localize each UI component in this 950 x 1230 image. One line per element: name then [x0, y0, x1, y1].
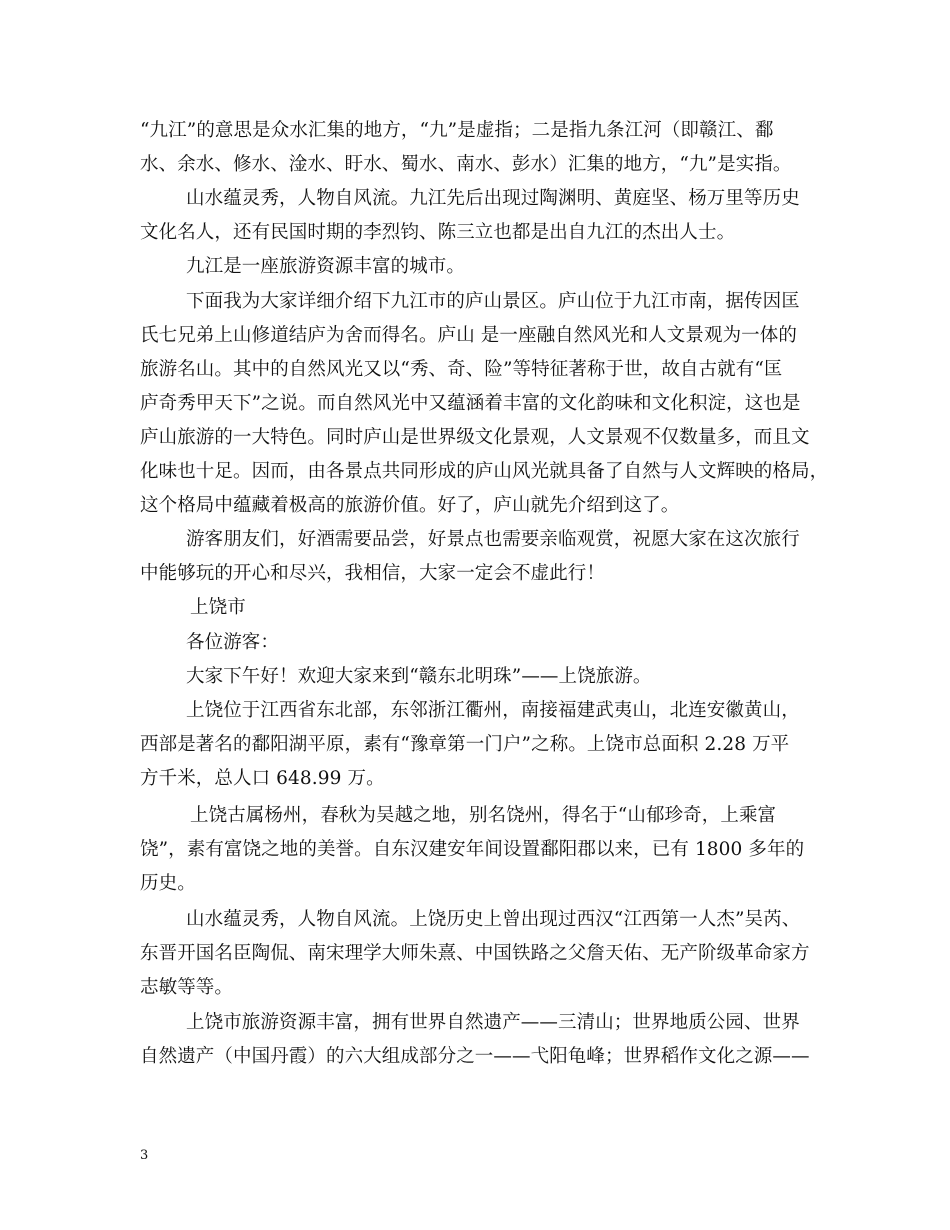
text-line-23: 历史。: [140, 873, 196, 894]
text-line-13: 游客朋友们，好酒需要品尝，好景点也需要亲临观赏，祝愿大家在这次旅行: [186, 529, 800, 550]
section-heading-shangrao: 上饶市: [190, 597, 246, 618]
text-line-5: 九江是一座旅游资源丰富的城市。: [186, 256, 466, 277]
text-line-12: 这个格局中蕴藏着极高的旅游价值。好了，庐山就先介绍到这了。: [140, 495, 680, 516]
text-line-28: 自然遗产（中国丹霞）的六大组成部分之一——弋阳龟峰；世界稻作文化之源——: [140, 1046, 810, 1067]
text-line-18: 上饶位于江西省东北部，东邻浙江衢州，南接福建武夷山，北连安徽黄山，: [186, 700, 800, 721]
text-line-22: 饶”，素有富饶之地的美誉。自东汉建安年间设置鄱阳郡以来，已有 1800 多年的: [140, 839, 805, 860]
text-line-20: 方千米，总人口 648.99 万。: [140, 768, 385, 789]
text-line-26: 志敏等等。: [140, 977, 234, 998]
text-line-10: 庐山旅游的一大特色。同时庐山是世界级文化景观，人文景观不仅数量多，而且文: [140, 427, 810, 448]
text-line-3: 山水蕴灵秀，人物自风流。九江先后出现过陶渊明、黄庭坚、杨万里等历史: [186, 188, 800, 209]
text-line-19: 西部是著名的鄱阳湖平原，素有“豫章第一门户”之称。上饶市总面积 2.28 万平: [140, 734, 790, 755]
text-line-27: 上饶市旅游资源丰富，拥有世界自然遗产——三清山；世界地质公园、世界: [186, 1012, 800, 1033]
text-line-21: 上饶古属杨州，春秋为吴越之地，别名饶州，得名于“山郁珍奇，上乘富: [190, 805, 777, 826]
text-line-2: 水、余水、修水、淦水、盱水、蜀水、南水、彭水）汇集的地方，“九”是实指。: [140, 154, 792, 175]
text-line-4: 文化名人，还有民国时期的李烈钧、陈三立也都是出自九江的杰出人士。: [140, 222, 736, 243]
text-line-8: 旅游名山。其中的自然风光又以“秀、奇、险”等特征著称于世，故自古就有“匡: [140, 359, 783, 380]
text-line-16: 各位游客：: [186, 632, 280, 653]
text-line-7: 氏七兄弟上山修道结庐为舍而得名。庐山 是一座融自然风光和人文景观为一体的: [140, 325, 797, 346]
text-line-24: 山水蕴灵秀，人物自风流。上饶历史上曾出现过西汉“江西第一人杰”吴芮、: [186, 909, 801, 930]
text-line-14: 中能够玩的开心和尽兴，我相信，大家一定会不虚此行！: [140, 563, 606, 584]
text-line-1: “九江”的意思是众水汇集的地方，“九”是虚指；二是指九条江河（即赣江、鄱: [140, 120, 774, 141]
text-line-25: 东晋开国名臣陶侃、南宋理学大师朱熹、中国铁路之父詹天佑、无产阶级革命家方: [140, 943, 810, 964]
page-number: 3: [140, 1148, 149, 1163]
text-line-11: 化味也十足。因而，由各景点共同形成的庐山风光就具备了自然与人文辉映的格局，: [140, 461, 829, 482]
text-line-9: 庐奇秀甲天下”之说。而自然风光中又蕴涵着丰富的文化韵味和文化积淀，这也是: [140, 393, 801, 414]
text-line-6: 下面我为大家详细介绍下九江市的庐山景区。庐山位于九江市南，据传因匡: [186, 291, 800, 312]
text-line-17: 大家下午好！欢迎大家来到“赣东北明珠”——上饶旅游。: [186, 666, 652, 687]
